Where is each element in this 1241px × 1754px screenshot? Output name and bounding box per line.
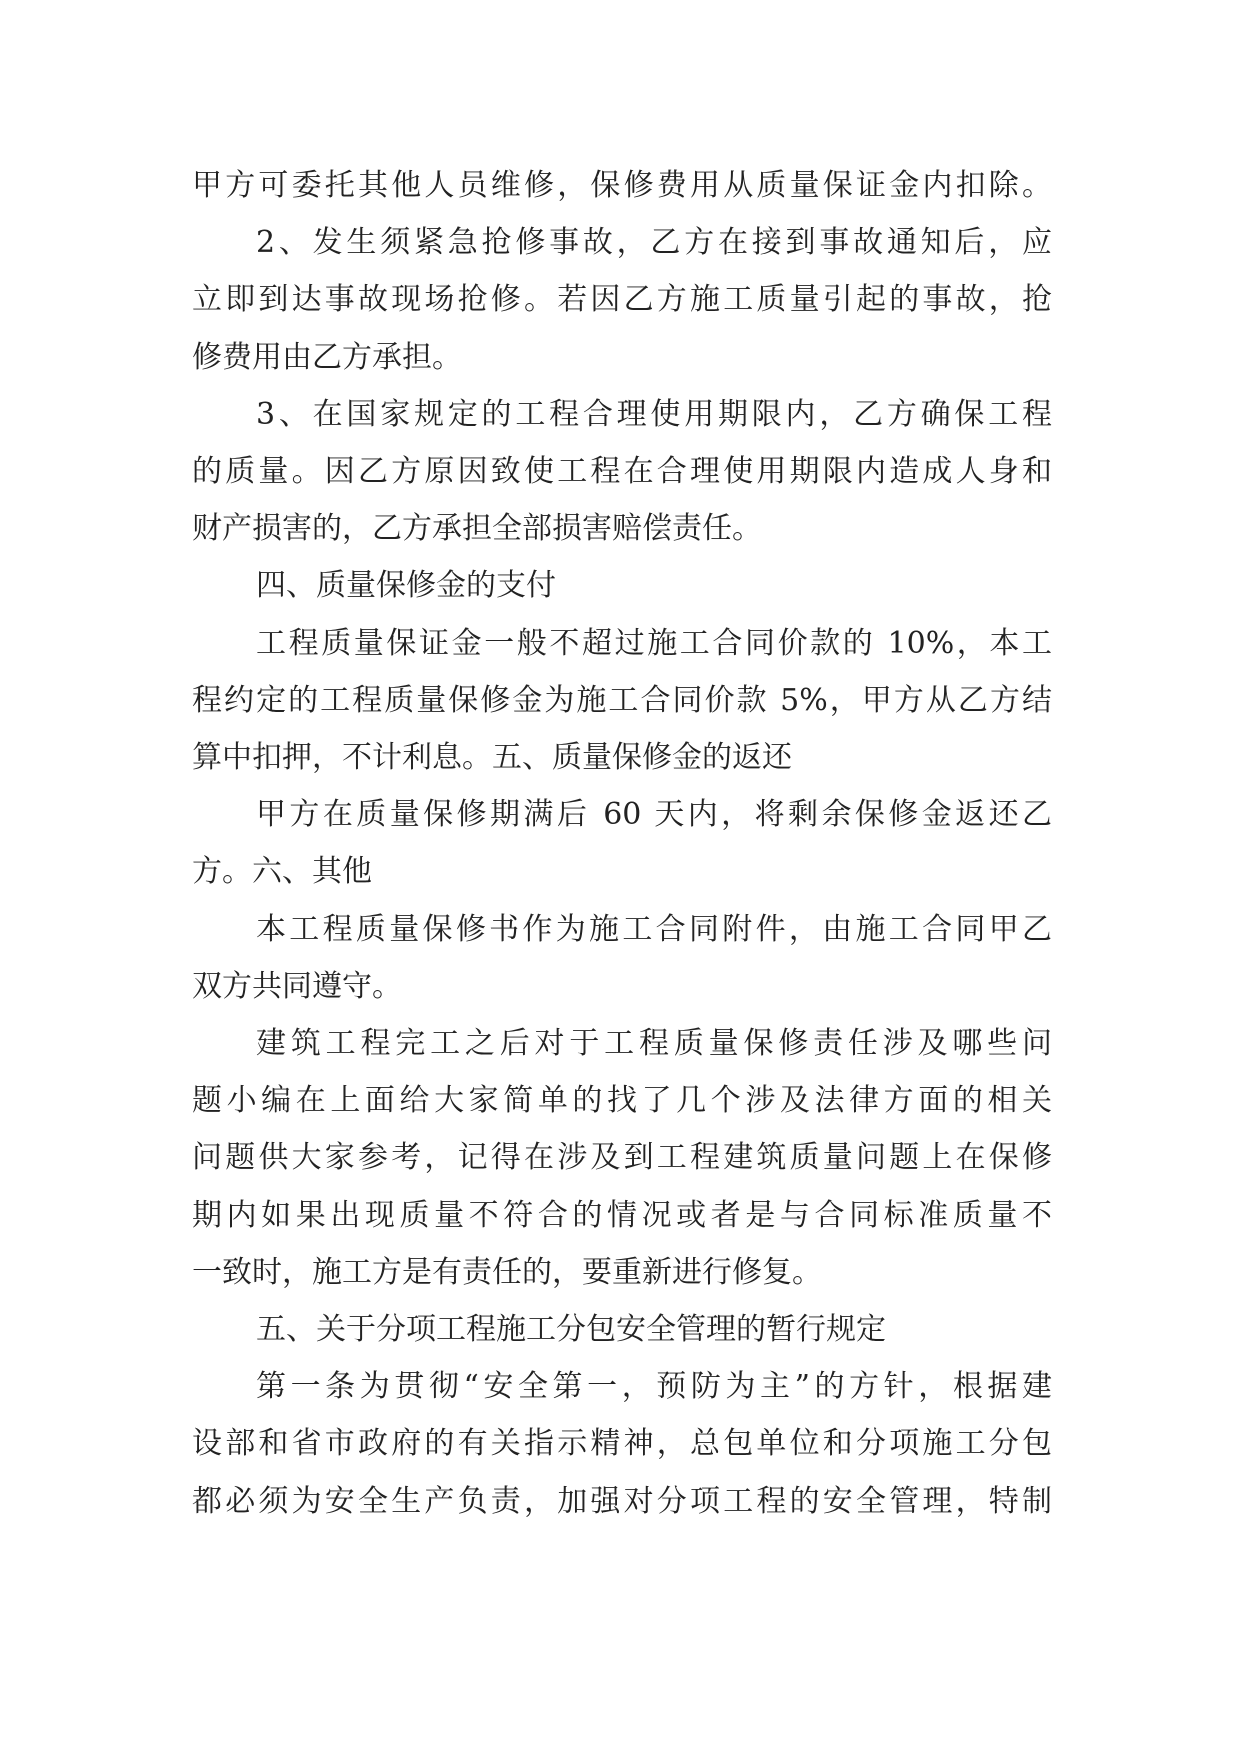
section-heading-5 [192,1301,1052,1358]
text-line: 立即到达事故现场抢修。若因乙方施工质量引起的事故，抢 [192,282,1052,318]
text-line: 方。六、其他 [192,854,372,890]
text-line: 甲方在质量保修期满后 60 天内，将剩余保修金返还乙 [256,797,1052,833]
text-line: 双方共同遵守。 [192,968,402,1004]
paragraph-6 [192,786,1052,900]
text-line: 甲方可委托其他人员维修，保修费用从质量保证金内扣除。 [192,168,1052,203]
text-line: 设部和省市政府的有关指示精神，总包单位和分项施工分包 [192,1426,1052,1462]
paragraph-3 [192,386,1052,558]
paragraph-7 [192,901,1052,1015]
text-line: 财产损害的，乙方承担全部损害赔偿责任。 [192,511,762,547]
text-line: 建筑工程完工之后对于工程质量保修责任涉及哪些问 [256,1026,1052,1062]
paragraph-8 [192,1015,1052,1301]
text-line: 的质量。因乙方原因致使工程在合理使用期限内造成人身和 [192,454,1052,490]
document-body [192,157,1052,1530]
text-line: 问题供大家参考，记得在涉及到工程建筑质量问题上在保修 [192,1140,1052,1176]
paragraph-2 [192,214,1052,386]
text-line: 程约定的工程质量保修金为施工合同价款 5%，甲方从乙方结 [192,682,1052,718]
paragraph-10 [192,1358,1052,1530]
text-line: 一致时，施工方是有责任的，要重新进行修复。 [192,1254,822,1290]
text-line: 五、关于分项工程施工分包安全管理的暂行规定 [256,1312,886,1348]
text-line: 第一条为贯彻“安全第一，预防为主”的方针，根据建 [256,1369,1052,1405]
paragraph-1 [192,157,1052,214]
text-line: 算中扣押，不计利息。五、质量保修金的返还 [192,740,792,776]
text-line: 都必须为安全生产负责，加强对分项工程的安全管理，特制 [192,1483,1052,1519]
text-line: 3、在国家规定的工程合理使用期限内，乙方确保工程 [256,396,1052,432]
text-line: 工程质量保证金一般不超过施工合同价款的 10%，本工 [256,625,1052,661]
text-line: 修费用由乙方承担。 [192,339,462,375]
text-line: 2、发生须紧急抢修事故，乙方在接到事故通知后，应 [256,225,1052,261]
text-line: 题小编在上面给大家简单的找了几个涉及法律方面的相关 [192,1083,1052,1119]
paragraph-5 [192,615,1052,787]
text-line: 期内如果出现质量不符合的情况或者是与合同标准质量不 [192,1197,1052,1233]
text-line: 四、质量保修金的支付 [256,568,556,604]
section-heading-4 [192,557,1052,614]
text-line: 本工程质量保修书作为施工合同附件，由施工合同甲乙 [256,911,1052,947]
